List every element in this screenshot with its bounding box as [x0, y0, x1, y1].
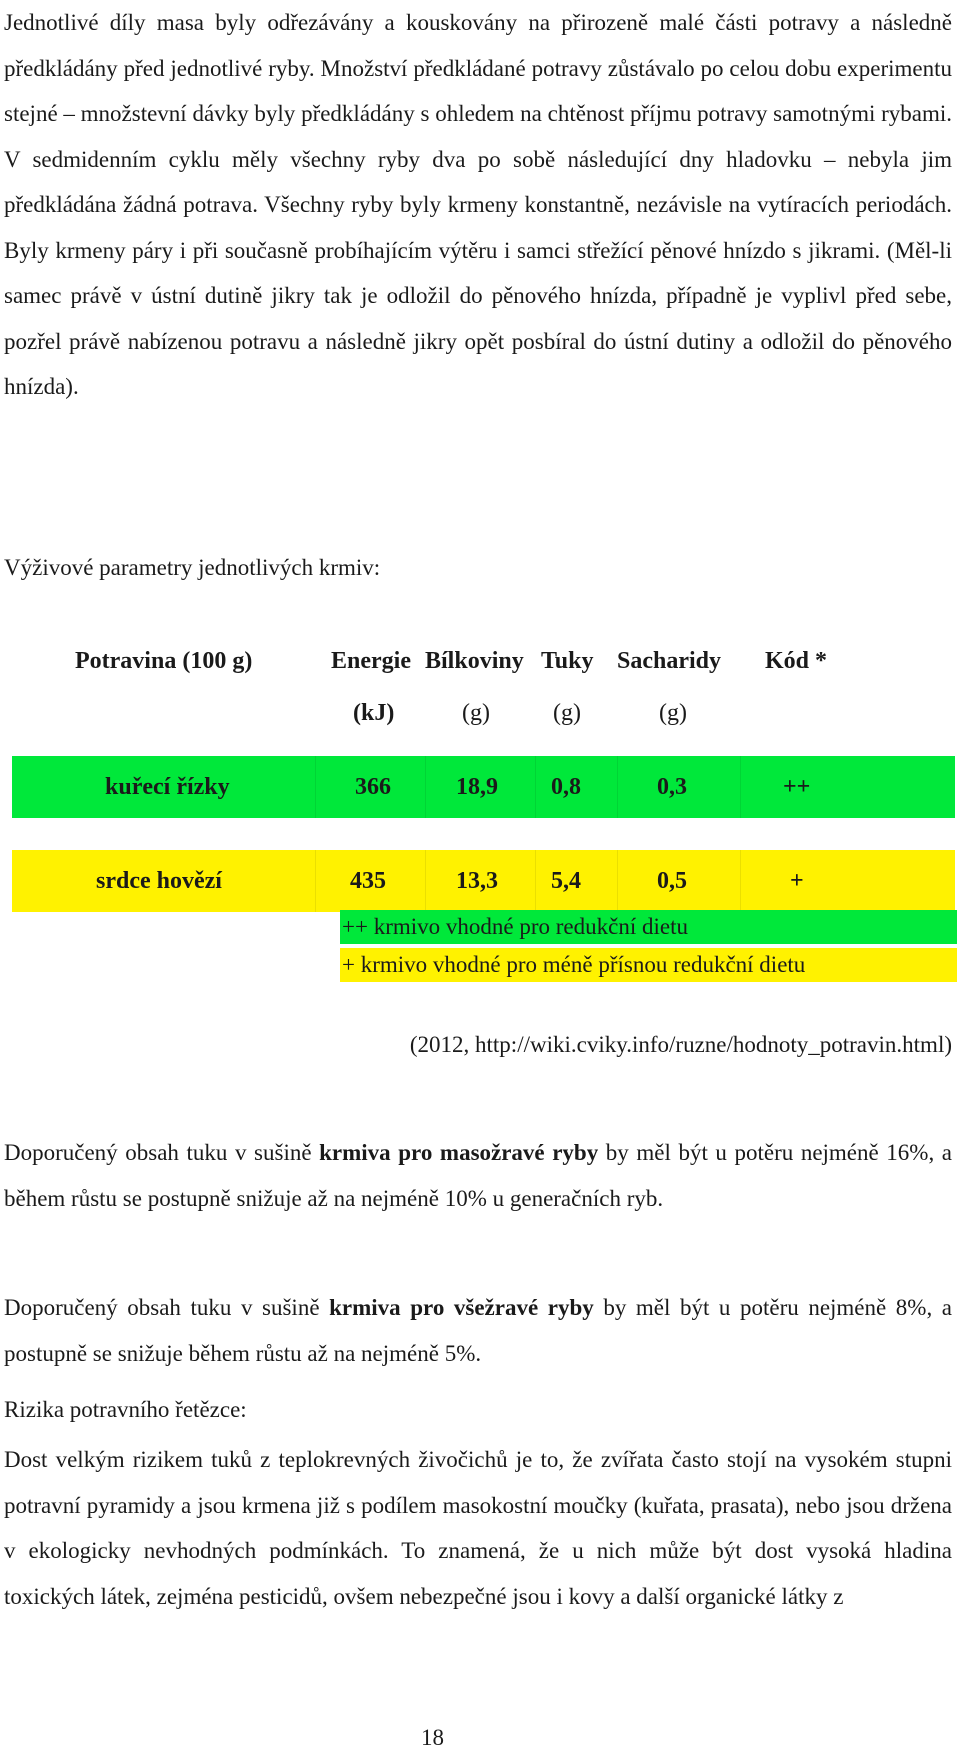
- cell-energy: 435: [350, 868, 386, 894]
- cell-energy: 366: [355, 774, 391, 800]
- legend-item: ++ krmivo vhodné pro redukční dietu: [340, 910, 957, 944]
- cell-divider: [315, 756, 316, 818]
- cell-divider: [535, 756, 536, 818]
- fat-omnivore-text-a: Doporučený obsah tuku v sušině: [4, 1295, 330, 1320]
- cell-code: ++: [783, 774, 811, 800]
- unit-protein: (g): [462, 700, 490, 726]
- unit-fat: (g): [553, 700, 581, 726]
- header-code: Kód *: [765, 648, 828, 674]
- cell-divider: [425, 850, 426, 912]
- page-number: 18: [421, 1725, 444, 1750]
- risk-heading: Rizika potravního řetězce:: [4, 1397, 247, 1422]
- cell-divider: [315, 850, 316, 912]
- cell-fat: 5,4: [551, 868, 581, 894]
- header-fat: Tuky: [541, 648, 594, 674]
- fat-carnivore-text-c: by měl být u potěru nejméně 16%, a během růstu se postupně snižuje až na nejméně 10% u generačních ryb.: [4, 1140, 952, 1211]
- table-row: [12, 756, 955, 818]
- header-carbs: Sacharidy: [617, 648, 722, 674]
- unit-energy: (kJ): [353, 700, 395, 726]
- cell-food: srdce hovězí: [96, 868, 222, 894]
- fat-omnivore-paragraph: [4, 1285, 952, 1376]
- cell-divider: [617, 756, 618, 818]
- fat-carnivore-text-a: Doporučený obsah tuku v sušině: [4, 1140, 320, 1165]
- unit-carbs: (g): [659, 700, 687, 726]
- risk-paragraph: Dost velkým rizikem tuků z teplokrevných živočichů je to, že zvířata často stojí na vysokém stupni potravní pyramidy a jsou krmena již s podílem masokostní moučky (kuřata, prasata), nebo jsou držena v ekologicky nevhodných podmínkách. To znamená, že u nich může být dost vysoká hladina toxických látek, zejména pesticidů, ovšem nebezpečné jsou i kovy a další organické látky z: [4, 1447, 952, 1609]
- header-protein: Bílkoviny: [425, 648, 524, 674]
- source-citation: (2012, http://wiki.cviky.info/ruzne/hodnoty_potravin.html): [409, 1032, 952, 1057]
- nutrition-table-header: [0, 648, 960, 748]
- cell-divider: [740, 756, 741, 818]
- cell-divider: [535, 850, 536, 912]
- table-row: [12, 850, 955, 912]
- fat-carnivore-paragraph: [4, 1130, 952, 1221]
- legend-item: + krmivo vhodné pro méně přísnou redukční dietu: [340, 948, 957, 982]
- fat-omnivore-emphasis: krmiva pro všežravé ryby: [329, 1295, 594, 1320]
- intro-paragraph: Jednotlivé díly masa byly odřezávány a kouskovány na přirozeně malé části potravy a následně předkládány před jednotlivé ryby. Množství předkládané potravy zůstávalo po celou dobu experimentu stejné – množstevní dávky byly předkládány s ohledem na chtěnost příjmu potravy samotnými rybami. V sedmidenním cyklu měly všechny ryby dva po sobě následující dny hladovku – nebyla jim předkládána žádná potrava. Všechny ryby byly krmeny konstantně, nezávisle na vytíracích periodách. Byly krmeny páry i při současně probíhajícím výtěru i samci střežící pěnové hnízdo s jikrami. (Měl-li samec právě v ústní dutině jikry tak je odložil do pěnového hnízda, případně je vyplivl před sebe, pozřel právě nabízenou potravu a následně jikry opět posbíral do ústní dutiny a odložil do pěnového hnízda).: [4, 10, 952, 399]
- cell-divider: [425, 756, 426, 818]
- nutrition-params-heading: Výživové parametry jednotlivých krmiv:: [4, 555, 381, 580]
- header-food: Potravina (100 g): [75, 648, 253, 674]
- cell-divider: [740, 850, 741, 912]
- cell-carbs: 0,3: [657, 774, 687, 800]
- cell-food: kuřecí řízky: [105, 774, 230, 800]
- fat-carnivore-emphasis: krmiva pro masožravé ryby: [319, 1140, 599, 1165]
- cell-divider: [617, 850, 618, 912]
- fat-omnivore-text-c: by měl být u potěru nejméně 8%, a postupně se snižuje během růstu až na nejméně 5%.: [4, 1295, 952, 1366]
- cell-carbs: 0,5: [657, 868, 687, 894]
- cell-fat: 0,8: [551, 774, 581, 800]
- cell-protein: 13,3: [456, 868, 498, 894]
- header-energy: Energie: [331, 648, 411, 674]
- cell-code: +: [790, 868, 804, 894]
- cell-protein: 18,9: [456, 774, 498, 800]
